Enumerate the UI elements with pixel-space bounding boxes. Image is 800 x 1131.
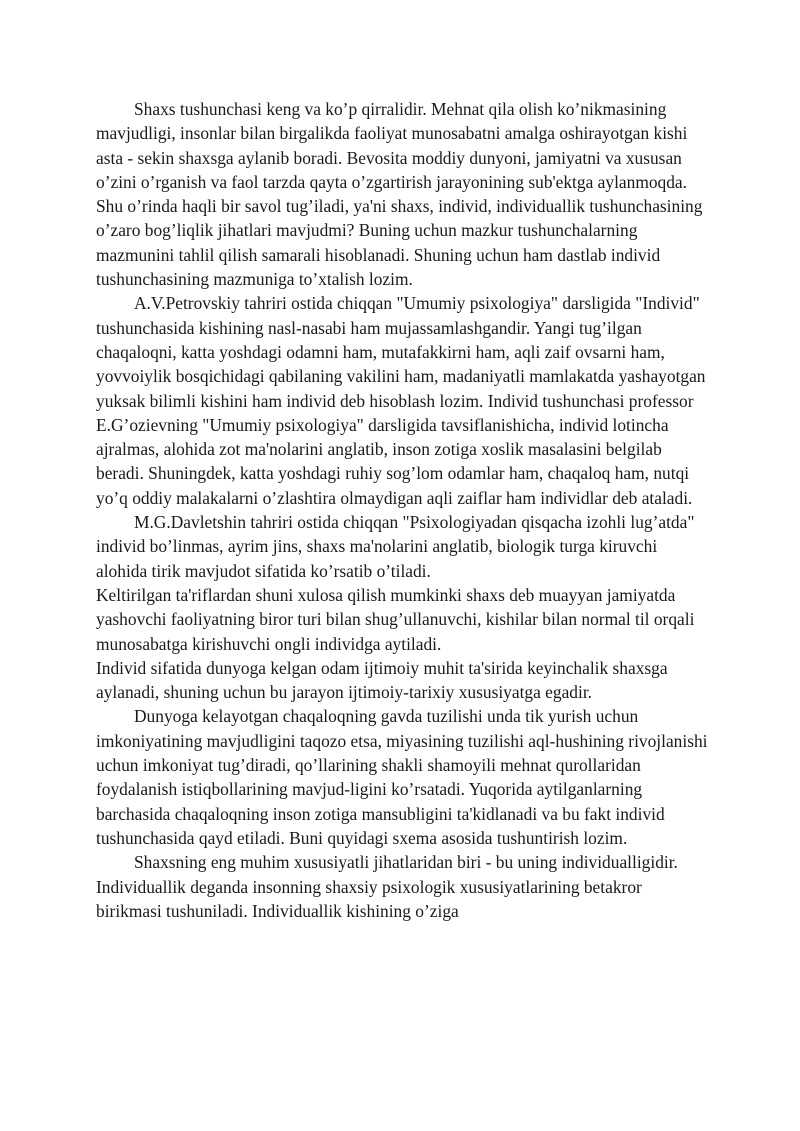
- paragraph-chaqaloq: Dunyoga kelayotgan chaqaloqning gavda tuzilishi unda tik yurish uchun imkoniyatining mavjudligini taqozo etsa, miyasining tuzilishi aql-hushining rivojlanishi uchun imkoniyat tug’diradi, qo’llarining shakli shamoyili mehnat qurollaridan foydalanish istiqbollarining mavjud-ligini ko’rsatadi. Yuqorida aytilganlarning barchasida chaqaloqning inson zotiga mansubligini ta'kidlanadi va bu fakt individ tushunchasida qayd etiladi. Buni quyidagi sxema asosida tushuntirish lozim.: [96, 706, 708, 848]
- paragraph-individuallik: Shaxsning eng muhim xususiyatli jihatlaridan biri - bu uning individualligidir. Individuallik deganda insonning shaxsiy psixologik xususiyatlarining betakror birikmasi tushuniladi. Individuallik kishining o’ziga: [96, 852, 678, 921]
- paragraph-davletshin: M.G.Davletshin tahriri ostida chiqqan "Psixologiyadan qisqacha izohli lug’atda" individ bo’linmas, ayrim jins, shaxs ma'nolarini anglatib, biologik turga kiruvchi alohida tirik mavjudot sifatida ko’rsatib o’tiladi.: [96, 512, 695, 581]
- paragraph-individ-sifatida: Individ sifatida dunyoga kelgan odam ijtimoiy muhit ta'sirida keyinchalik shaxsga aylanadi, shuning uchun bu jarayon ijtimoiy-tarixiy xususiyatga egadir.: [96, 657, 668, 703]
- paragraph-xulosa: Keltirilgan ta'riflardan shuni xulosa qilish mumkinki shaxs deb muayyan jamiyatda yashovchi faoliyatning biror turi bilan shug’ullanuvchi, kishilar bilan normal til orqali munosabatga kirishuvchi ongli individga aytiladi.: [96, 584, 695, 654]
- paragraph-petrovskiy: A.V.Petrovskiy tahriri ostida chiqqan "Umumiy psixologiya" darsligida "Individ" tushunchasida kishining nasl-nasabi ham mujassamlashgandir. Yangi tug’ilgan chaqaloqni, katta yoshdagi odamni ham, mutafakkirni ham, aqli zaif ovsarni ham, yovvoiylik bosqichidagi qabilaning vakilini ham, madaniyatli mamlakatda yashayotgan yuksak bilimli kishini ham individ deb hisoblash lozim. Individ tushunchasi professor E.G’ozievning "Umumiy psixologiya" darsligida tavsiflanishicha, individ lotincha ajralmas, alohida zot ma'nolarini anglatib, inson zotiga xoslik masalasini belgilab beradi. Shuningdek, katta yoshdagi ruhiy sog’lom odamlar ham, chaqaloq ham, nutqi yo’q oddiy malakalarni o’zlashtira olmaydigan aqli zaiflar ham individlar deb ataladi.: [96, 293, 706, 508]
- paragraph-shaxs-tushunchasi: Shaxs tushunchasi keng va ko’p qirralidir. Mehnat qila olish ko’nikmasining mavjudligi, insonlar bilan birgalikda faoliyat munosabatni amalga oshirayotgan kishi asta - sekin shaxsga aylanib boradi. Bevosita moddiy dunyoni, jamiyatni va xususan o’zini o’rganish va faol tarzda qayta o’zgartirish jarayonining sub'ektga aylanmoqda. Shu o’rinda haqli bir savol tug’iladi, ya'ni shaxs, individ, individuallik tushunchasining o’zaro bog’liqlik jihatlari mavjudmi? Buning uchun mazkur tushunchalarning mazmunini tahlil qilish samarali hisoblanadi. Shuning uchun ham dastlab individ tushunchasining mazmuniga to’xtalish lozim.: [96, 99, 703, 290]
- body-text: [96, 97, 708, 923]
